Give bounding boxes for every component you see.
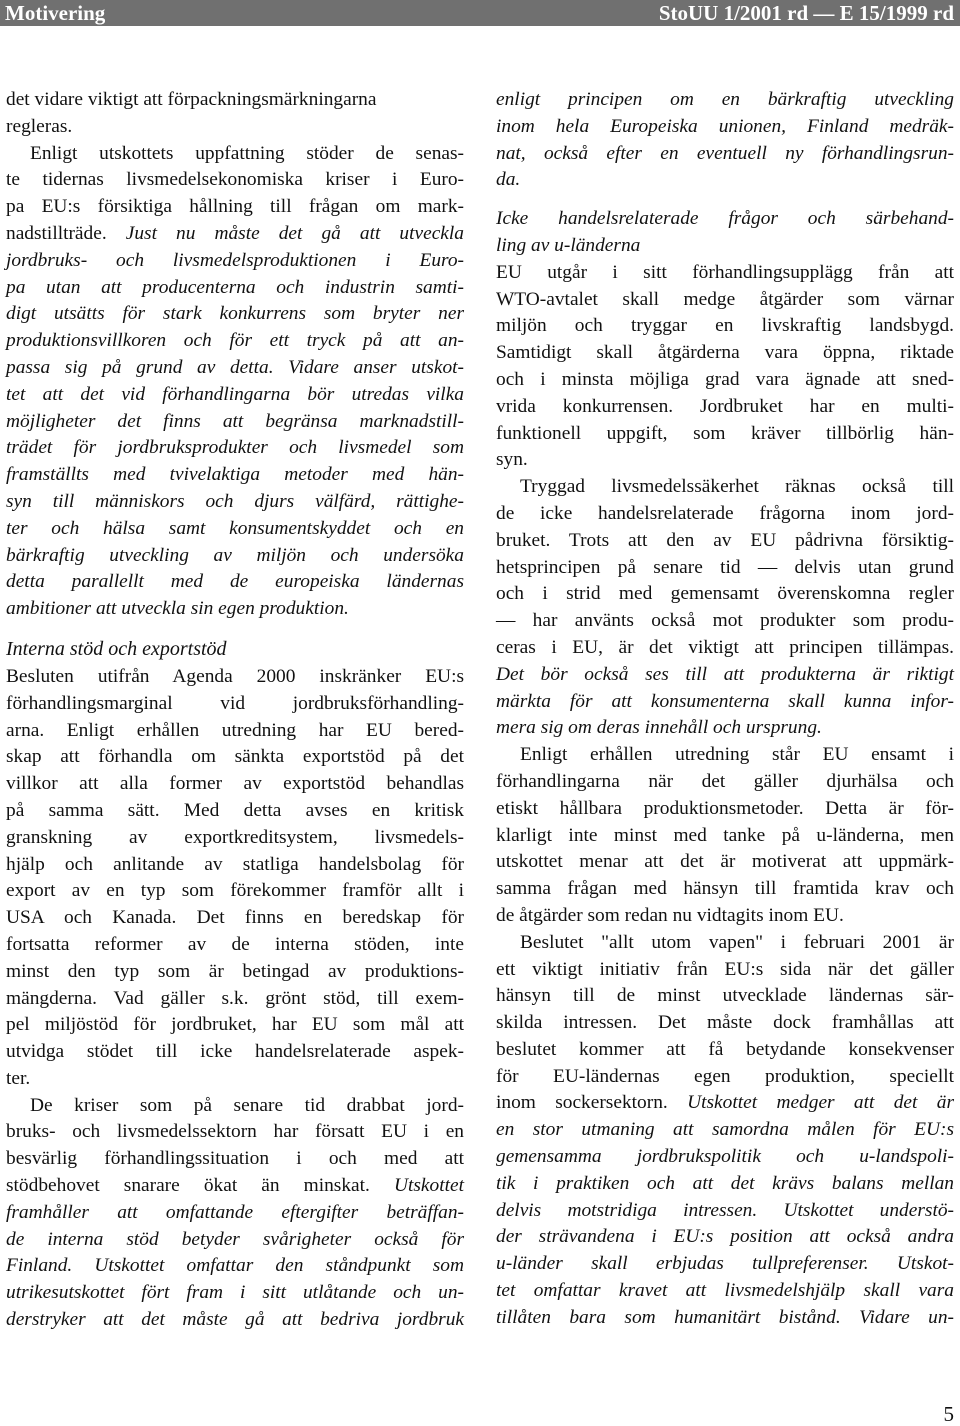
section-heading: Icke handelsrelaterade frågor och särbehand- <box>496 208 954 230</box>
text-line: digt utsätts för stark konkurrens som bryter ner <box>6 303 464 325</box>
text-line: Besluten utifrån Agenda 2000 inskränker EU:s <box>6 665 464 687</box>
text-line: — har använts också mot produkter som produ- <box>496 610 954 632</box>
text-line: inom sockersektorn. Utskottet medger att det är <box>496 1092 955 1114</box>
text-line: miljön och tryggar en livskraftig landsbygd. <box>496 315 954 337</box>
text-line: och i minsta möjliga grad vara ägnade att sned- <box>496 368 954 390</box>
text-line: utskottet menar att det är motiverat att uppmärk- <box>496 851 954 873</box>
text-line: trädet för jordbruksprodukter och livsmedel som <box>6 437 464 459</box>
text-line: Beslutet "allt utom vapen" i februari 2001 är <box>520 931 954 953</box>
text-line: utvidga stödet till icke handelsrelaterade aspek- <box>6 1041 464 1063</box>
text-line: arna. Enligt erhållen utredning har EU bered- <box>6 719 464 741</box>
text-line: minst den typ som är betingad av produktions- <box>6 960 464 982</box>
text-line: EU utgår i sitt förhandlingsupplägg från att <box>496 261 954 283</box>
text-line: hetsprincipen på senare tid — delvis utan grund <box>496 556 954 578</box>
text-line: tillåten bara som humanitärt bistånd. Vidare un- <box>496 1306 954 1328</box>
text-line: ceras i EU, är det viktigt att principen tillämpas. <box>496 636 954 658</box>
text-line: skilda intressen. Det måste dock framhållas att <box>496 1012 954 1034</box>
text-line: pa utan att producenterna och industrin samti- <box>6 276 464 298</box>
text-line: en stor utmaning att samordna målen för EU:s <box>496 1119 954 1141</box>
section-heading: ling av u-länderna <box>496 234 641 256</box>
text-line: framhåller att omfattande eftergifter beträffan- <box>6 1201 464 1223</box>
text-line: bruks- och livsmedelssektorn har försatt EU i en <box>6 1121 464 1143</box>
text-line: tet att det vid förhandlingarna bör utredas vilka <box>6 383 464 405</box>
text-line: förhandlingsmarginal vid jordbruksförhandling- <box>6 692 464 714</box>
text-line: de icke handelsrelaterade frågorna inom jord- <box>496 502 954 524</box>
text-line: funktionell uppgift, som kräver tillbörlig hän- <box>496 422 954 444</box>
text-line: export av en typ som förekommer framför allt i <box>6 880 464 902</box>
text-line: ett viktigt initiativ från EU:s sida när det gäller <box>496 958 954 980</box>
text-line: förhandlingarna när det gäller djurhälsa och <box>496 770 954 792</box>
text-line: fortsatta reformer av de interna stöden, inte <box>6 933 464 955</box>
text-line: Finland. Utskottet omfattar den ståndpunkt som <box>6 1255 464 1277</box>
text-line: för EU-ländernas egen produktion, speciellt <box>496 1065 954 1087</box>
text-line: pel miljöstöd för jordbruket, har EU som mål att <box>6 1014 464 1036</box>
text-line: enligt principen om en bärkraftig utveckling <box>496 89 954 110</box>
page-number: 5 <box>943 1402 954 1426</box>
text-line: passa sig på grund av detta. Vidare anser utskot- <box>6 356 464 378</box>
text-line: märkta för att konsumenterna skall kunna infor- <box>496 690 954 712</box>
text-line: mera sig om deras innehåll och ursprung. <box>496 717 822 739</box>
text-line: hjälp och anlitande av statliga handelsbolag för <box>6 853 464 875</box>
text-line: nadstillträde. Just nu måste det gå att utveckla <box>6 222 464 244</box>
text-line: syn till människors och djurs välfärd, rättighe- <box>6 490 464 512</box>
text-line: te tidernas livsmedelsekonomiska kriser i Euro- <box>6 169 464 191</box>
text-line: samma frågan med hänsyn till framtida krav och <box>496 878 954 900</box>
left-column <box>6 87 464 1334</box>
text-line: det vidare viktigt att förpackningsmärkningarna <box>6 89 377 110</box>
text-line: bärkraftig utveckling av miljön och undersöka <box>6 544 464 566</box>
text-line: De kriser som på senare tid drabbat jord- <box>30 1094 464 1116</box>
text-line: på samma sätt. Med detta avses en kritisk <box>6 799 464 821</box>
text-line: besvärlig förhandlingssituation i och med att <box>6 1148 464 1170</box>
text-line: mängderna. Vad gäller s.k. grönt stöd, till exem- <box>6 987 464 1009</box>
text-line: detta parallellt med de europeiska ländernas <box>6 571 464 593</box>
text-line: tet omfattar kravet att livsmedelshjälp skall vara <box>496 1280 954 1302</box>
text-line: WTO-avtalet skall medge åtgärder som värnar <box>496 288 954 310</box>
text-line: pa EU:s försiktiga hållning till frågan om mark- <box>6 196 464 218</box>
text-line: hänsyn till de minst utvecklade ländernas sär- <box>496 985 954 1007</box>
text-line: ter. <box>6 1067 31 1089</box>
text-line: inom hela Europeiska unionen, Finland medräk- <box>496 115 954 137</box>
text-line: Enligt utskottets uppfattning stöder de senas- <box>30 142 464 164</box>
right-column <box>496 87 954 1332</box>
text-line: delvis motstridiga intressen. Utskottet understö- <box>496 1199 954 1221</box>
text-line: derstryker att det måste gå att bedriva jordbruk <box>6 1309 464 1331</box>
text-line: klarligt inte minst med tanke på u-länderna, men <box>496 824 954 846</box>
text-line: Samtidigt skall åtgärderna vara öppna, riktade <box>496 342 954 364</box>
text-line: syn. <box>496 449 528 471</box>
text-line: Det bör också ses till att produkterna är riktigt <box>496 663 954 685</box>
text-line: da. <box>496 169 521 191</box>
section-heading: Interna stöd och exportstöd <box>6 637 227 660</box>
header-section-title: Motivering <box>5 1 106 25</box>
page-header <box>0 0 960 26</box>
text-line: etiskt hållbara produktionsmetoder. Detta är för- <box>496 797 954 819</box>
text-line: der strävandena i EU:s position att också andra <box>496 1226 954 1248</box>
text-line: bruket. Trots att den av EU pådrivna försiktig- <box>496 529 954 551</box>
text-line: de interna stöd betyder svårigheter också för <box>6 1228 464 1250</box>
text-line: och i strid med gemensamt överenskomna regler <box>496 583 954 605</box>
text-line: gemensamma jordbrukspolitik och u-landspoli- <box>496 1146 954 1168</box>
text-line: vrida konkurrensen. Jordbruket har en multi- <box>496 395 954 417</box>
text-line: u-länder skall erbjudas tullpreferenser. Utskot- <box>496 1253 954 1275</box>
text-line: framställts med tvivelaktiga metoder med hän- <box>6 464 464 486</box>
text-line: granskning av exportkreditsystem, livsmedels- <box>6 826 464 848</box>
header-document-id: StoUU 1/2001 rd — E 15/1999 rd <box>658 1 954 25</box>
text-line: regleras. <box>6 115 73 137</box>
text-line: Enligt erhållen utredning står EU ensamt i <box>520 744 954 766</box>
text-line: ambitioner att utveckla sin egen produktion. <box>6 598 349 620</box>
text-line: tik i praktiken och att det krävs balans mellan <box>496 1172 954 1194</box>
text-line: utrikesutskottet fört fram i sitt utlåtande och un- <box>6 1282 464 1304</box>
text-line: ter och hälsa samt konsumentskyddet och en <box>6 517 464 539</box>
text-line: USA och Kanada. Det finns en beredskap för <box>6 907 464 929</box>
text-line: nat, också efter en eventuell ny förhandlingsrun- <box>496 142 954 164</box>
text-line: jordbruks- och livsmedelsproduktionen i Euro- <box>6 249 464 271</box>
text-line: möjligheter det finns att begränsa marknadstill- <box>6 410 464 432</box>
text-line: villkor att alla former av exportstöd behandlas <box>6 773 464 795</box>
text-line: stödbehovet snarare ökat än minskat. Utskottet <box>6 1175 464 1197</box>
text-line: produktionsvillkoren och för ett tryck på att an- <box>6 330 464 352</box>
text-line: de åtgärder som redan nu vidtagits inom EU. <box>496 904 844 926</box>
text-line: Tryggad livsmedelssäkerhet räknas också till <box>520 476 954 498</box>
text-line: beslutet kommer att få betydande konsekvenser <box>496 1038 954 1060</box>
text-line: skap att förhandla om sänkta exportstöd på det <box>6 746 464 768</box>
